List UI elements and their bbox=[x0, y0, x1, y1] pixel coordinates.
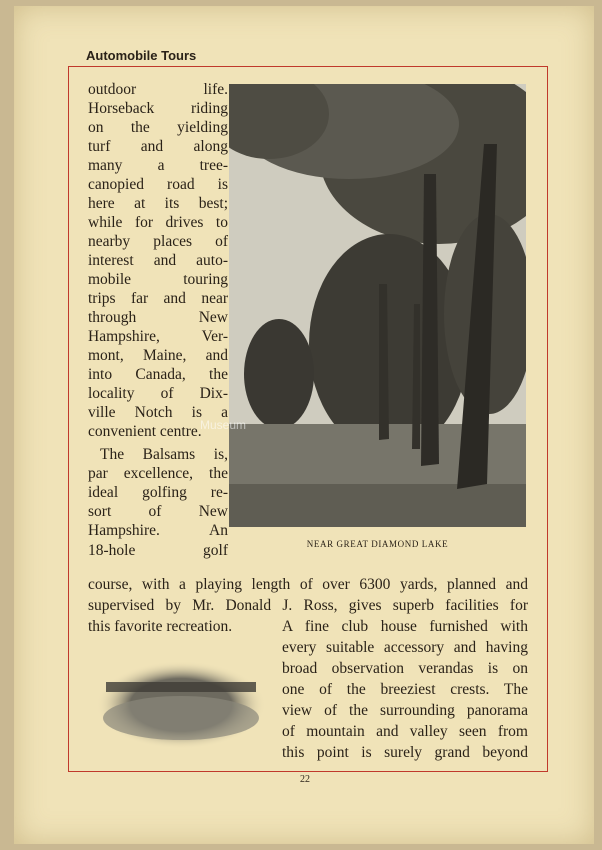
text-line: while for drives to bbox=[88, 214, 228, 231]
text-line: through New bbox=[88, 309, 228, 326]
page-number: 22 bbox=[300, 774, 310, 785]
text-line: ville Notch is a bbox=[88, 404, 228, 421]
text-line: every suitable accessory and having bbox=[282, 639, 528, 656]
text-line: turf and along bbox=[88, 138, 228, 155]
text-line: outdoor life. bbox=[88, 81, 228, 98]
text-line: A fine club house furnished with bbox=[282, 618, 528, 635]
text-line: supervised by Mr. Donald J. Ross, gives superb facilities for bbox=[88, 597, 528, 614]
text-line: Hampshire, Ver- bbox=[88, 328, 228, 345]
text-line: here at its best; bbox=[88, 195, 228, 212]
text-line: one of the breeziest crests. The bbox=[282, 681, 528, 698]
text-line: convenient centre. bbox=[88, 423, 202, 440]
text-line: ideal golfing re- bbox=[88, 484, 228, 501]
text-line: trips far and near bbox=[88, 290, 228, 307]
text-line: 18-hole golf bbox=[88, 542, 228, 559]
tree-illustration-icon bbox=[229, 84, 526, 527]
forest-photograph bbox=[229, 84, 526, 527]
text-line: Horseback riding bbox=[88, 100, 228, 117]
text-line: this point is surely grand beyond bbox=[282, 744, 528, 761]
text-line: many a tree- bbox=[88, 157, 228, 174]
text-line: locality of Dix- bbox=[88, 385, 228, 402]
text-line: view of the surrounding panorama bbox=[282, 702, 528, 719]
text-line: The Balsams is, bbox=[100, 446, 228, 463]
text-line: broad observation verandas is on bbox=[282, 660, 528, 677]
text-line: into Canada, the bbox=[88, 366, 228, 383]
text-line: on the yielding bbox=[88, 119, 228, 136]
text-line: sort of New bbox=[88, 503, 228, 520]
text-line: Hampshire. An bbox=[88, 522, 228, 539]
text-line: par excellence, the bbox=[88, 465, 228, 482]
museum-watermark: Museum bbox=[200, 418, 247, 432]
text-line: mont, Maine, and bbox=[88, 347, 228, 364]
running-header: Automobile Tours bbox=[86, 48, 197, 63]
photo-caption: NEAR GREAT DIAMOND LAKE bbox=[306, 539, 449, 549]
text-line: interest and auto- bbox=[88, 252, 228, 269]
text-line: of mountain and valley seen from bbox=[282, 723, 528, 740]
golf-course-vignette bbox=[96, 660, 266, 750]
text-line: course, with a playing length of over 6300 yards, planned and bbox=[88, 576, 528, 593]
text-line: this favorite recreation. bbox=[88, 618, 233, 635]
text-line: canopied road is bbox=[88, 176, 228, 193]
text-line: nearby places of bbox=[88, 233, 228, 250]
text-line: mobile touring bbox=[88, 271, 228, 288]
